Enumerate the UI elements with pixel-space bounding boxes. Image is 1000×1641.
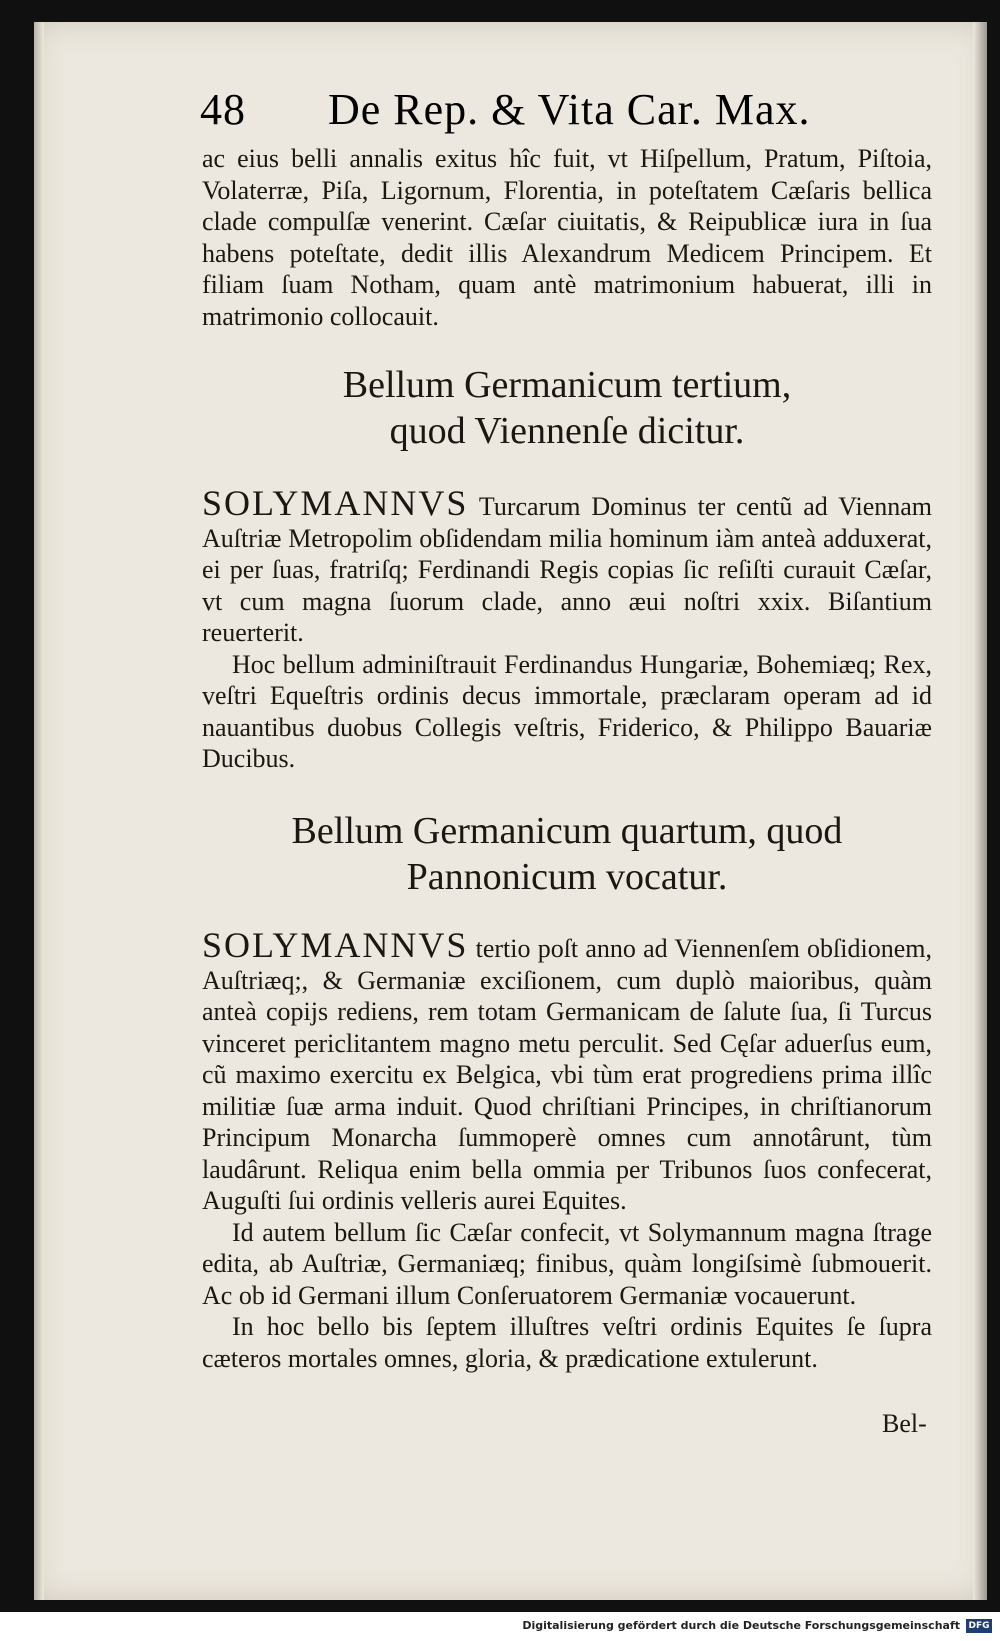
paragraph-3-text: Hoc bellum adminiſtrauit Ferdinandus Hungariæ, Bohemiæq; Rex, veſtri Equeſtris ordinis decus immortale, præclaram operam ad id nauantibus duobus Collegis veſtris, Friderico, & Philippo Bauariæ Ducibus. xyxy=(202,649,932,773)
catchword: Bel- xyxy=(882,1409,927,1438)
page-edge-shadow xyxy=(973,22,987,1600)
paragraph-4-text: tertio poſt anno ad Viennenſem obſidionem, Auſtriæq;, & Germaniæ exciſionem, cum duplò maioribus, quàm anteà copijs rediens, rem totam Germanicam de ſalute ſua, ſi Turcus vinceret periclitantem magno metu perculit. Sed Cęſar aduerſus eum, cũ maximo exercitu ex Belgica, vbi tùm erat progrediens prima illîc militiæ ſuæ arma induit. Quod chriſtiani Principes, in chriſtianorum Principum Monarcha ſummoperè omnes cum annotârunt, tùm laudârunt. Reliqua enim bella ommia per Tribunos ſuos confecerat, Auguſti ſui ordinis velleris aurei Equites. xyxy=(202,934,932,1215)
funding-notice: Digitalisierung gefördert durch die Deutsche Forschungsgemeinschaft xyxy=(522,1619,960,1632)
paragraph-6-text: In hoc bello bis ſeptem illuſtres veſtri ordinis Equites ſe ſupra cæteros mortales omnes, gloria, & prædicatione extulerunt. xyxy=(202,1312,932,1373)
dfg-logo: DFG xyxy=(966,1619,992,1633)
paragraph-2 xyxy=(202,483,932,775)
section-heading-2-line2: Pannonicum vocatur. xyxy=(406,856,728,898)
section-heading-1-line2: quod Viennenſe dicitur. xyxy=(389,410,745,452)
small-caps-name: SOLYMANNVS xyxy=(202,925,469,965)
section-heading-1 xyxy=(202,362,932,454)
paragraph-4 xyxy=(202,925,932,1374)
page-number: 48 xyxy=(200,85,246,134)
paragraph-1 xyxy=(202,143,932,332)
small-caps-name: SOLYMANNVS xyxy=(202,483,469,523)
footer-bar xyxy=(0,1612,1000,1641)
section-heading-2 xyxy=(202,808,932,900)
page-header xyxy=(200,84,840,144)
page-gutter-shadow xyxy=(34,22,44,1600)
paragraph-2-text: Turcarum Dominus ter centũ ad Viennam Auſtriæ Metropolim obſidendam milia hominum iàm anteà adduxerat, ei per ſuas, fratriſq; Ferdinandi Regis copias ſic reſiſti curauit Cæſar, vt cum magna ſuorum clade, anno æui noſtri xxix. Biſantium reuerterit. xyxy=(202,492,932,647)
running-head: De Rep. & Vita Car. Max. xyxy=(328,85,811,134)
section-heading-2-line1: Bellum Germanicum quartum, quod xyxy=(291,810,843,852)
paragraph-5-text: Id autem bellum ſic Cæſar confecit, vt Solymannum magna ſtrage edita, ab Auſtriæ, Germaniæq; finibus, quàm longiſsimè ſubmouerit. Ac ob id Germani illum Conſeruatorem Germaniæ vocauerunt. xyxy=(202,1217,932,1310)
paragraph-1-text: ac eius belli annalis exitus hîc fuit, vt Hiſpellum, Pratum, Piſtoia, Volaterræ, Piſa, Ligornum, Florentia, in poteſtatem Cæſaris bellica clade compulſæ venerint. Cæſar ciuitatis, & Reipublicæ iura in ſua habens poteſtate, dedit illis Alexandrum Medicem Principem. Et filiam ſuam Notham, quam antè matrimonium habuerat, illi in matrimonio collocauit. xyxy=(202,144,932,331)
section-heading-1-line1: Bellum Germanicum tertium, xyxy=(342,364,792,406)
